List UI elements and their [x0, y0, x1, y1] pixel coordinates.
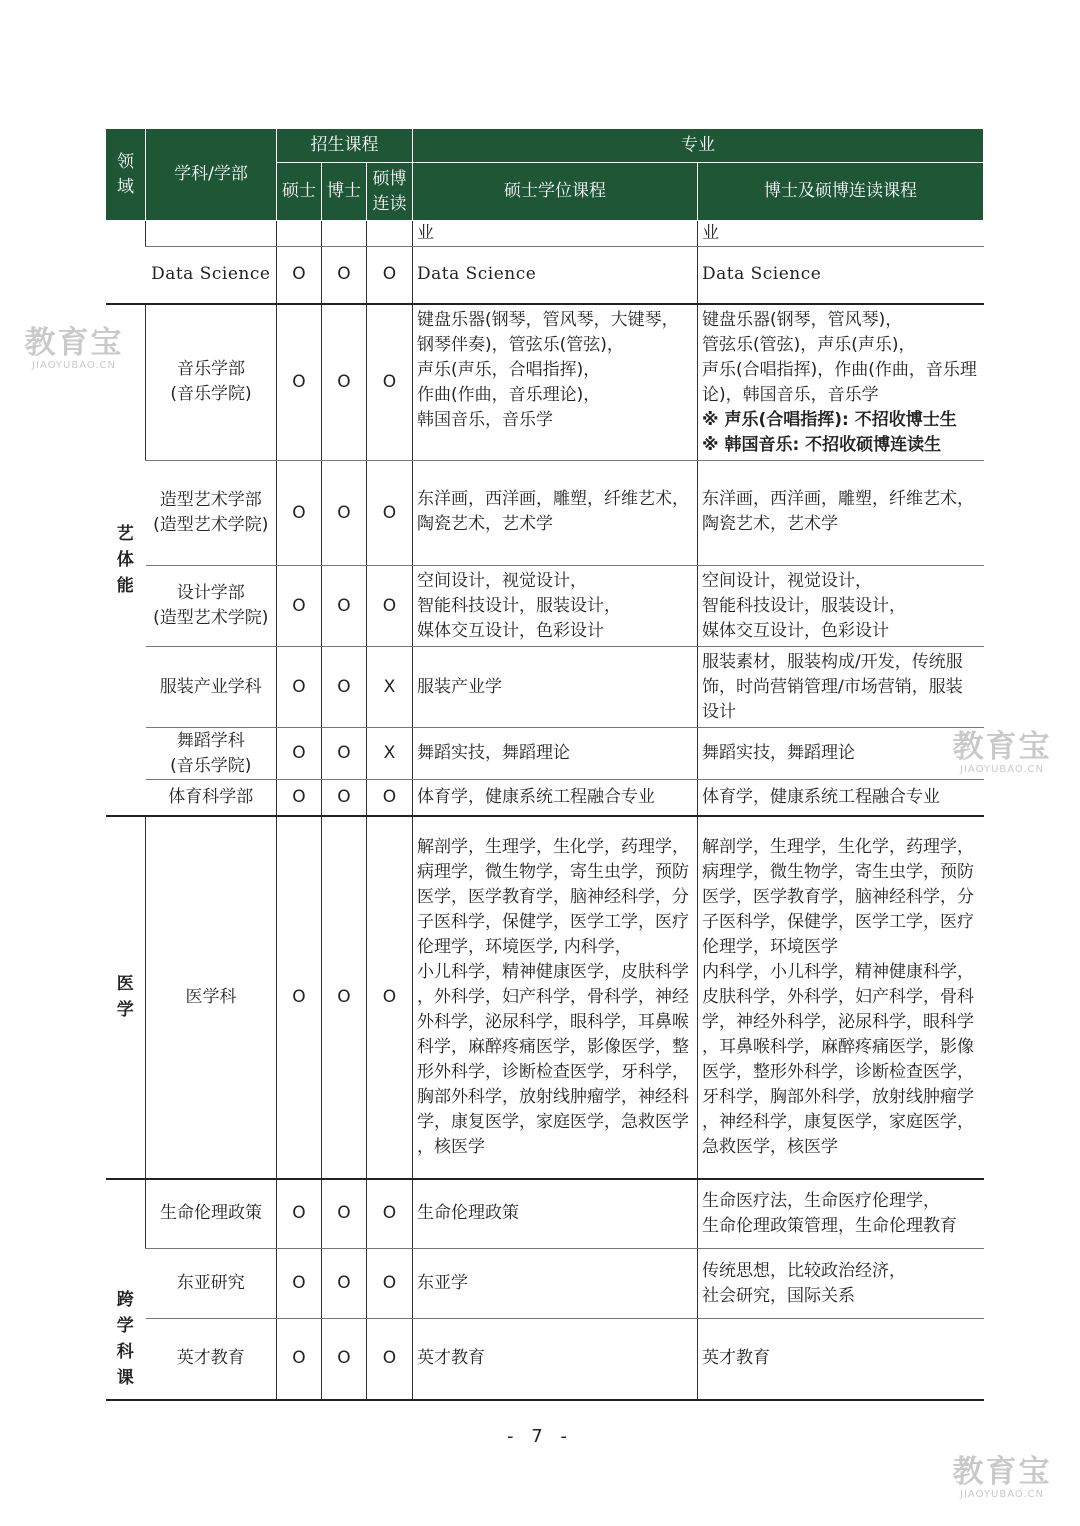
cell-master: O [277, 1319, 322, 1400]
cell-combined: O [367, 1249, 413, 1319]
cell-doctor-courses: 业 [698, 221, 984, 247]
cell-master: O [277, 566, 322, 647]
program-table [105, 128, 984, 1401]
header-recruit: 招生课程 [277, 129, 413, 163]
table-row [106, 566, 984, 647]
cell-doctor: O [322, 647, 367, 728]
cell-doctor-courses: 解剖学，生理学，生化学，药理学， 病理学，微生物学，寄生虫学，预防 医学，医学教育学，脑神经科学，分 子医科学，保健学，医学工学，医疗 伦理学，环境医学 内科学，小儿科学，精神健康科学， 皮肤科学，外科学，妇产科学，骨科 学，神经外科学，泌尿科学，眼科学 ，耳鼻喉科学，麻醉疼痛医学，影像 医学，整形外科学，诊断检查医学， 牙科学，胸部外科学，放射线肿瘤学 ，神经科学，康复医学，家庭医学， 急救医学，核医学 [698, 816, 984, 1179]
table-row [106, 247, 984, 304]
cell-doctor-courses [698, 304, 984, 461]
cell-combined: O [367, 780, 413, 816]
cell-master-courses: 解剖学，生理学，生化学，药理学， 病理学，微生物学，寄生虫学，预防 医学，医学教育学，脑神经科学，分 子医科学，保健学，医学工学，医疗 伦理学，环境医学, 内科学， 小儿科学，精神健康医学，皮肤科学 ，外科学，妇产科学，骨科学，神经 外科学，泌尿科学，眼科学，耳鼻喉 科学，麻醉疼痛医学，影像医学，整 形外科学，诊断检查医学，牙科学， 胸部外科学，放射线肿瘤学，神经科 学，康复医学，家庭医学，急救医学 ，核医学 [413, 816, 698, 1179]
header-doctor-courses: 博士及硕博连读课程 [698, 163, 984, 221]
cell-combined: O [367, 566, 413, 647]
cell-doctor-courses: 英才教育 [698, 1319, 984, 1400]
cell-doctor-courses: 东洋画，西洋画，雕塑，纤维艺术， 陶瓷艺术，艺术学 [698, 461, 984, 566]
cell-subject: 音乐学部 (音乐学院) [146, 304, 277, 461]
cell-master-courses: 东亚学 [413, 1249, 698, 1319]
cell-subject: 英才教育 [146, 1319, 277, 1400]
cell-doctor: O [322, 461, 367, 566]
cell-doctor: O [322, 1319, 367, 1400]
header-domain: 领域 [106, 129, 146, 221]
cell-doctor: O [322, 304, 367, 461]
cell-doctor-courses: 服装素材，服装构成/开发，传统服 饰，时尚营销管理/市场营销，服装 设计 [698, 647, 984, 728]
watermark-logo: 教育宝 JIAOYUBAO.CN [24, 325, 124, 371]
cell-subject: 体育科学部 [146, 780, 277, 816]
cell-master: O [277, 728, 322, 780]
table-row [106, 1319, 984, 1400]
cell-master-courses: 英才教育 [413, 1319, 698, 1400]
cell-master: O [277, 1249, 322, 1319]
domain-cell-continued [106, 221, 146, 304]
table-row [106, 1179, 984, 1249]
note-no-combined: ※ 韩国音乐: 不招收硕博连读生 [702, 434, 942, 455]
domain-medical: 医学 [106, 816, 146, 1179]
cell-subject: 服装产业学科 [146, 647, 277, 728]
table-row [106, 647, 984, 728]
cell-doctor: O [322, 247, 367, 304]
cell-doctor-courses: Data Science [698, 247, 984, 304]
cell-combined: O [367, 304, 413, 461]
cell-doctor: O [322, 728, 367, 780]
cell-subject: 舞蹈学科 (音乐学院) [146, 728, 277, 780]
header-major: 专业 [413, 129, 984, 163]
watermark-logo: 教育宝 JIAOYUBAO.CN [952, 729, 1052, 775]
cell-subject: 东亚研究 [146, 1249, 277, 1319]
watermark-logo: 教育宝 JIAOYUBAO.CN [952, 1454, 1052, 1500]
cell-doctor: O [322, 1249, 367, 1319]
page-number: - 7 - [507, 1426, 573, 1447]
cell-doctor: O [322, 566, 367, 647]
table-row [106, 1249, 984, 1319]
cell-master-courses: 东洋画，西洋画，雕塑，纤维艺术， 陶瓷艺术，艺术学 [413, 461, 698, 566]
cell-doctor: O [322, 816, 367, 1179]
cell-master-courses: 空间设计，视觉设计， 智能科技设计，服装设计， 媒体交互设计，色彩设计 [413, 566, 698, 647]
cell-subject: Data Science [146, 247, 277, 304]
cell-master: O [277, 304, 322, 461]
cell-subject: 设计学部 (造型艺术学院) [146, 566, 277, 647]
cell-combined: O [367, 461, 413, 566]
header-master-courses: 硕士学位课程 [413, 163, 698, 221]
cell-master-courses: Data Science [413, 247, 698, 304]
cell-master-courses: 键盘乐器(钢琴，管风琴，大键琴， 钢琴伴奏)，管弦乐(管弦)， 声乐(声乐，合唱指挥)， 作曲(作曲，音乐理论)， 韩国音乐，音乐学 [413, 304, 698, 461]
cell-combined: X [367, 647, 413, 728]
table-row [106, 461, 984, 566]
doctor-courses-text: 键盘乐器(钢琴，管风琴)， 管弦乐(管弦)，声乐(声乐)， 声乐(合唱指挥)，作曲(作曲，音乐理 论)，韩国音乐，音乐学 [702, 309, 977, 405]
domain-interdisciplinary: 跨学科课 [106, 1179, 146, 1400]
table-row [106, 816, 984, 1179]
cell-subject: 生命伦理政策 [146, 1179, 277, 1249]
cell-doctor-courses: 传统思想，比较政治经济， 社会研究，国际关系 [698, 1249, 984, 1319]
cell-combined: O [367, 1179, 413, 1249]
cell-doctor: O [322, 780, 367, 816]
table-row [106, 221, 984, 247]
cell-doctor-courses: 舞蹈实技，舞蹈理论 [698, 728, 984, 780]
cell-master: O [277, 780, 322, 816]
cell-master: O [277, 247, 322, 304]
cell-doctor-courses: 空间设计，视觉设计， 智能科技设计，服装设计， 媒体交互设计，色彩设计 [698, 566, 984, 647]
cell-combined: O [367, 816, 413, 1179]
table-row [106, 304, 984, 461]
cell-master: O [277, 461, 322, 566]
cell-combined: O [367, 1319, 413, 1400]
cell-combined: O [367, 247, 413, 304]
cell-master: O [277, 647, 322, 728]
cell-doctor-courses: 体育学，健康系统工程融合专业 [698, 780, 984, 816]
table-row [106, 780, 984, 816]
cell-master-courses: 体育学，健康系统工程融合专业 [413, 780, 698, 816]
cell-doctor: O [322, 1179, 367, 1249]
cell-master-courses: 生命伦理政策 [413, 1179, 698, 1249]
header-doctor: 博士 [322, 163, 367, 221]
table-row [106, 728, 984, 780]
cell-doctor-courses: 生命医疗法，生命医疗伦理学， 生命伦理政策管理，生命伦理教育 [698, 1179, 984, 1249]
cell-master: O [277, 1179, 322, 1249]
cell-master-courses: 业 [413, 221, 698, 247]
note-no-doctor: ※ 声乐(合唱指挥): 不招收博士生 [702, 409, 957, 430]
cell-master: O [277, 816, 322, 1179]
cell-master-courses: 服装产业学 [413, 647, 698, 728]
cell-combined: X [367, 728, 413, 780]
header-combined: 硕博连读 [367, 163, 413, 221]
cell-subject: 造型艺术学部 (造型艺术学院) [146, 461, 277, 566]
header-master: 硕士 [277, 163, 322, 221]
header-subject: 学科/学部 [146, 129, 277, 221]
cell-master-courses: 舞蹈实技，舞蹈理论 [413, 728, 698, 780]
domain-arts: 艺体能 [106, 304, 146, 816]
cell-subject: 医学科 [146, 816, 277, 1179]
table-header [106, 129, 984, 221]
